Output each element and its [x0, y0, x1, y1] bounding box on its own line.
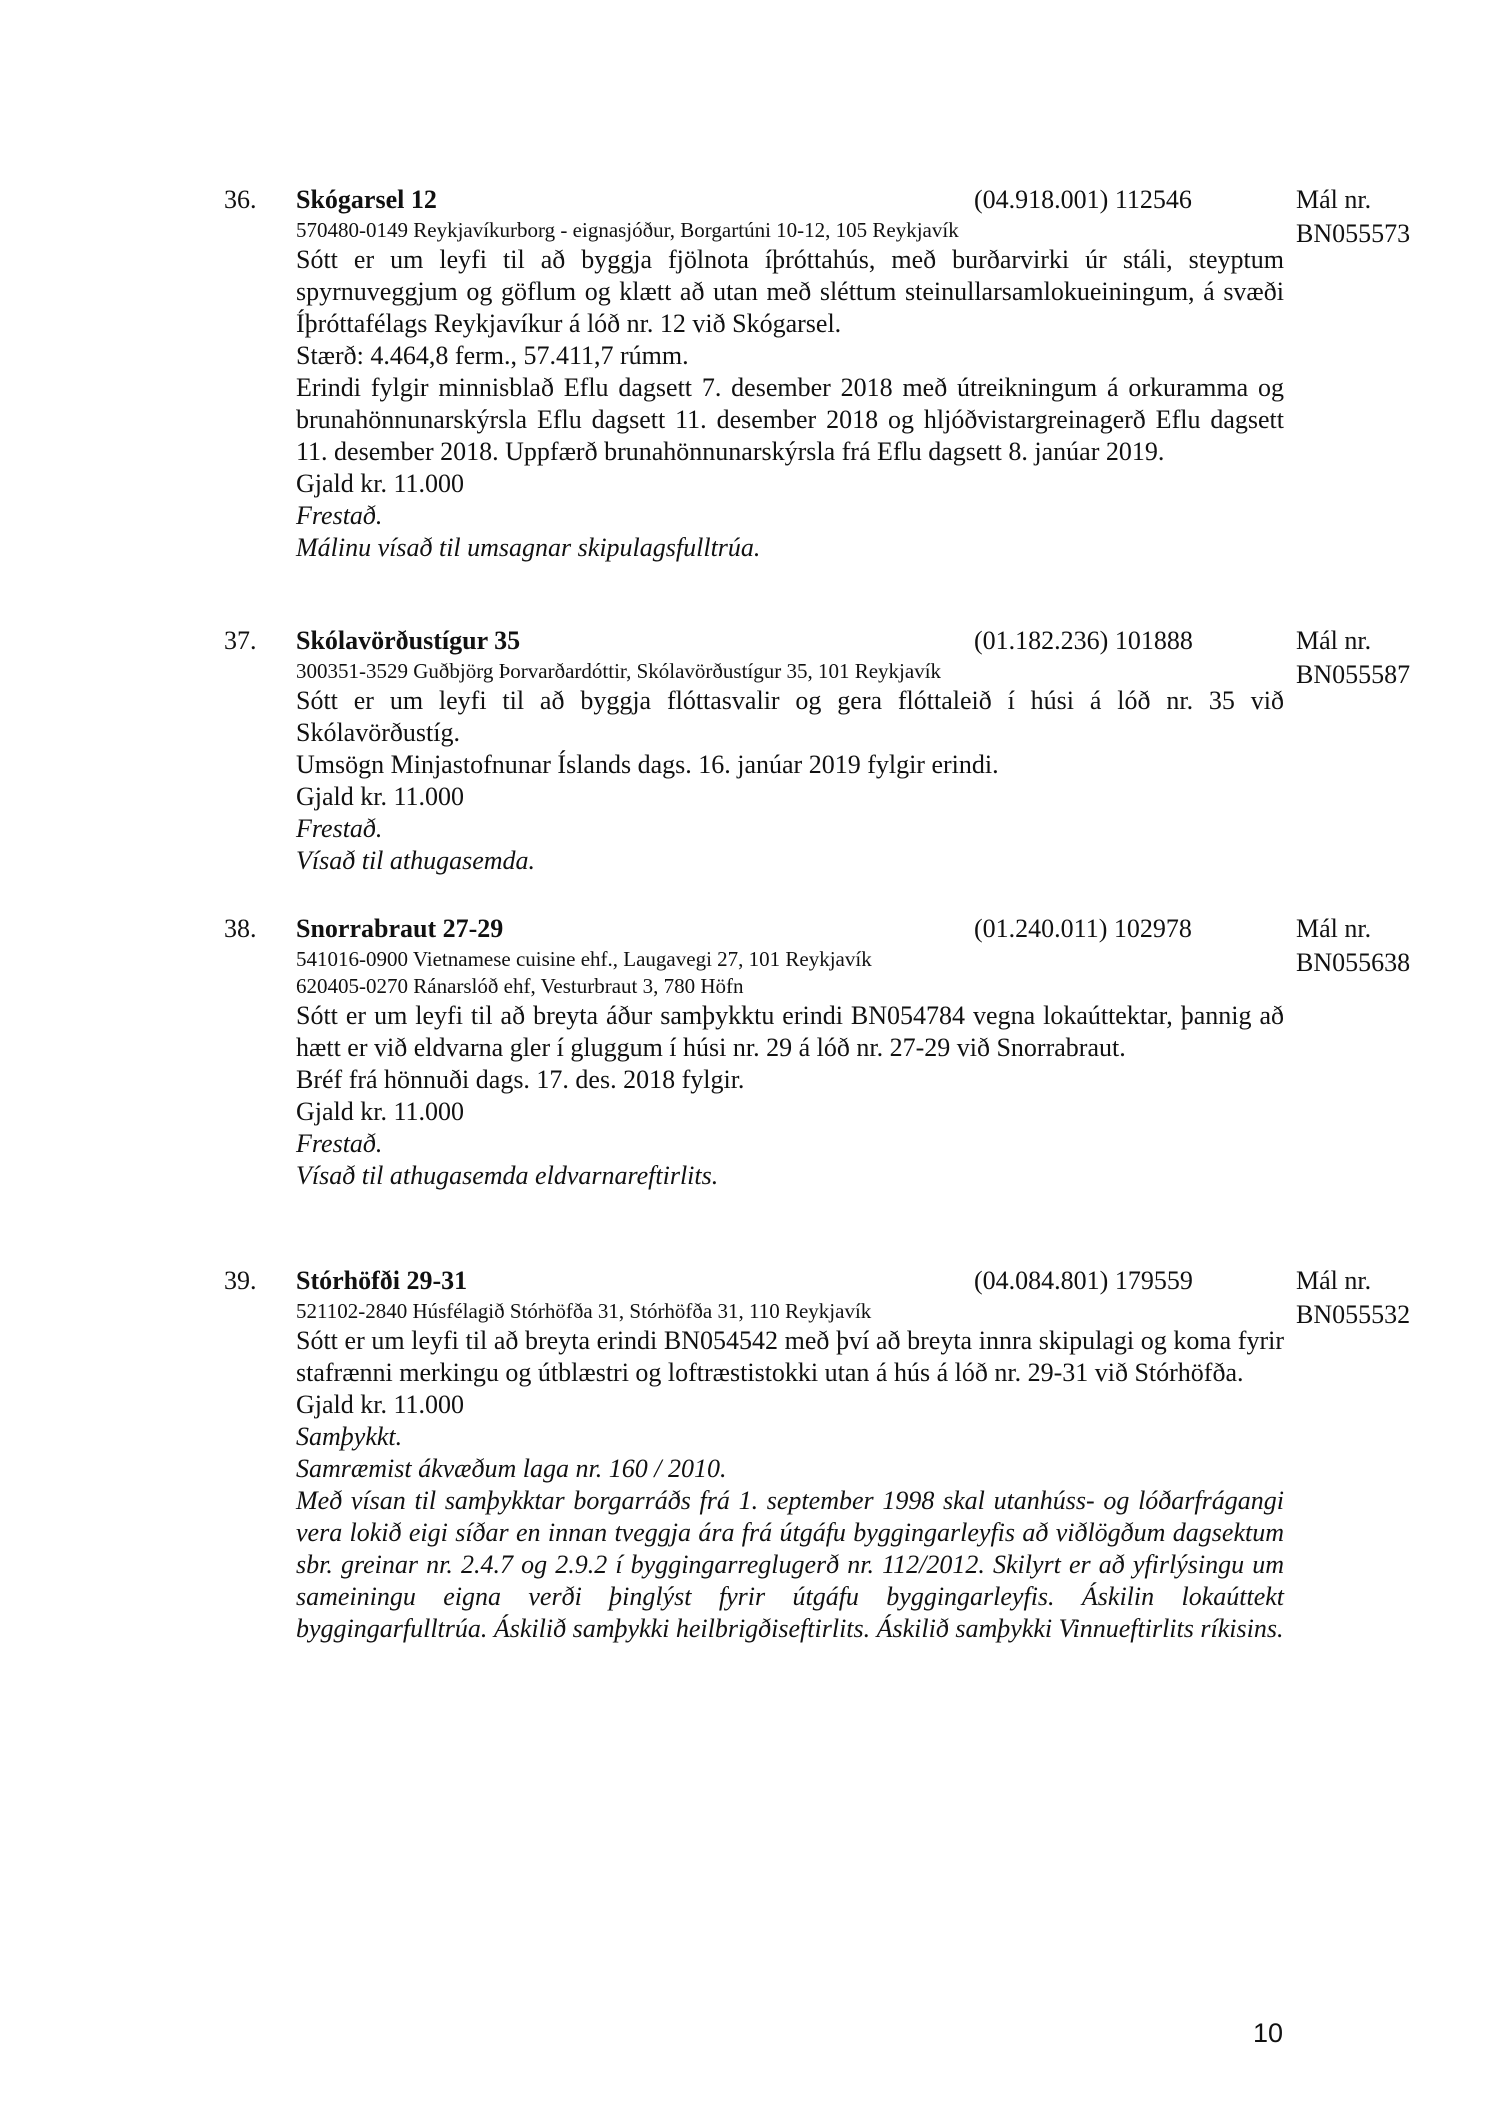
property-number: (01.240.011) 102978: [974, 914, 1192, 943]
applicant: 521102-2840 Húsfélagið Stórhöfða 31, Stórhöfða 31, 110 Reykjavík: [296, 1299, 872, 1323]
fee: Gjald kr. 11.000: [296, 469, 465, 498]
entry-number: 37.: [224, 626, 257, 655]
size: Stærð: 4.464,8 ferm., 57.411,7 rúmm.: [296, 341, 689, 370]
decision: Frestað.: [296, 501, 383, 530]
comment: Málinu vísað til umsagnar skipulagsfulltrúa.: [296, 533, 761, 562]
decision: Frestað.: [296, 814, 383, 843]
description: Sótt er um leyfi til að byggja flóttasvalir og gera flóttaleið í húsi á lóð nr. 35 við Skólavörðustíg.: [296, 686, 1284, 747]
entry-37: [224, 624, 1411, 877]
entry-address: Stórhöfði 29-31: [296, 1266, 468, 1295]
comment: Vísað til athugasemda eldvarnareftirlits.: [296, 1161, 719, 1190]
applicant: 620405-0270 Ránarslóð ehf, Vesturbraut 3, 780 Höfn: [296, 974, 744, 998]
entry-number: 36.: [224, 185, 257, 214]
entry-address: Skólavörðustígur 35: [296, 626, 521, 655]
page-number: 10: [1252, 2018, 1283, 2048]
case-number: Mál nr. BN055587: [1296, 626, 1411, 689]
description: Sótt er um leyfi til að byggja fjölnota íþróttahús, með burðarvirki úr stáli, steyptum spyrnuveggjum og göflum og klætt að utan með sléttum steinullarsamlokueiningum, á svæði Íþróttafélags Reykjavíkur á lóð nr. 12 við Skógarsel.: [296, 245, 1284, 338]
comment: Samræmist ákvæðum laga nr. 160 / 2010.: [296, 1454, 727, 1483]
comment: Vísað til athugasemda.: [296, 846, 536, 875]
notes: Bréf frá hönnuði dags. 17. des. 2018 fylgir.: [296, 1065, 745, 1094]
entry-36: [224, 183, 1411, 564]
entry-39: [224, 1264, 1411, 1645]
description: Sótt er um leyfi til að breyta áður samþykktu erindi BN054784 vegna lokaúttektar, þannig að hætt er við eldvarna gler í gluggum í húsi nr. 29 á lóð nr. 27-29 við Snorrabraut.: [296, 1001, 1284, 1062]
notes: Erindi fylgir minnisblað Eflu dagsett 7. desember 2018 með útreikningum á orkuramma og brunahönnunarskýrsla Eflu dagsett 11. desember 2018 og hljóðvistargreinagerð Eflu dagsett 11. desember 2018. Uppfærð brunahönnunarskýrsla frá Eflu dagsett 8. janúar 2019.: [296, 373, 1284, 466]
entry-number: 39.: [224, 1266, 257, 1295]
decision: Samþykkt.: [296, 1422, 403, 1451]
fee: Gjald kr. 11.000: [296, 782, 465, 811]
entry-address: Skógarsel 12: [296, 185, 437, 214]
applicant: 300351-3529 Guðbjörg Þorvarðardóttir, Skólavörðustígur 35, 101 Reykjavík: [296, 659, 942, 683]
conditions: Með vísan til samþykktar borgarráðs frá 1. september 1998 skal utanhúss- og lóðarfrágangi vera lokið eigi síðar en innan tveggja ára frá útgáfu byggingarleyfis að viðlögðum dagsektum sbr. greinar nr. 2.4.7 og 2.9.2 í byggingarreglugerð nr. 112/2012. Skilyrt er að yfirlýsingu um sameiningu eigna verði þinglýst fyrir útgáfu byggingarleyfis. Áskilin lokaúttekt byggingarfulltrúa. Áskilið samþykki heilbrigðiseftirlits. Áskilið samþykki Vinnueftirlits ríkisins.: [296, 1486, 1284, 1643]
applicant: 541016-0900 Vietnamese cuisine ehf., Laugavegi 27, 101 Reykjavík: [296, 947, 872, 971]
property-number: (01.182.236) 101888: [974, 626, 1193, 655]
fee: Gjald kr. 11.000: [296, 1097, 465, 1126]
entry-address: Snorrabraut 27-29: [296, 914, 504, 943]
property-number: (04.084.801) 179559: [974, 1266, 1193, 1295]
applicant: 570480-0149 Reykjavíkurborg - eignasjóður, Borgartúni 10-12, 105 Reykjavík: [296, 218, 959, 242]
decision: Frestað.: [296, 1129, 383, 1158]
case-number: Mál nr. BN055638: [1296, 914, 1411, 977]
case-number: Mál nr. BN055573: [1296, 185, 1411, 248]
entry-38: [224, 912, 1411, 1192]
entry-number: 38.: [224, 914, 257, 943]
property-number: (04.918.001) 112546: [974, 185, 1192, 214]
fee: Gjald kr. 11.000: [296, 1390, 465, 1419]
description: Sótt er um leyfi til að breyta erindi BN054542 með því að breyta innra skipulagi og koma fyrir stafrænni merkingu og útblæstri og loftræstistokki utan á hús á lóð nr. 29-31 við Stórhöfða.: [296, 1326, 1284, 1387]
case-number: Mál nr. BN055532: [1296, 1266, 1411, 1329]
notes: Umsögn Minjastofnunar Íslands dags. 16. janúar 2019 fylgir erindi.: [296, 750, 999, 779]
